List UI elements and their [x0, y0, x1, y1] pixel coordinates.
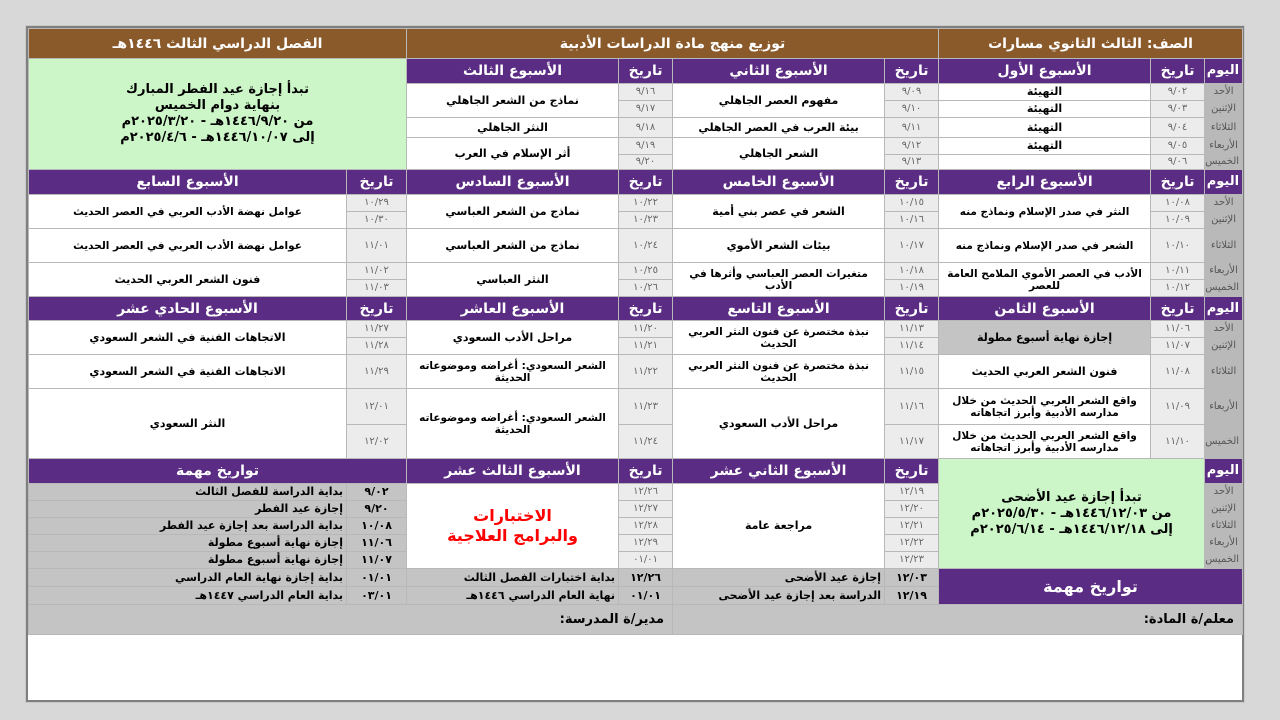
lesson-cell: واقع الشعر العربي الحديث من خلال مدارسه الأدبية وأبرز اتجاهاته — [939, 425, 1151, 459]
lesson-cell: نماذج من الشعر الجاهلي — [407, 84, 619, 118]
page-title: توزيع منهج مادة الدراسات الأدبية — [407, 29, 939, 59]
date-cell: ٩/١٠ — [885, 101, 939, 118]
note-line: إلى ١٤٤٦/١٢/١٨هـ - ٢٠٢٥/٦/١٤م — [970, 521, 1173, 537]
lesson-cell: التهيئة — [939, 118, 1151, 138]
day-header: اليوم — [1205, 459, 1243, 484]
fitr-holiday-note — [29, 59, 407, 170]
date-cell: ٩/٠٣ — [1151, 101, 1205, 118]
important-label: بداية اختبارات الفصل الثالث — [407, 569, 619, 587]
lesson-cell: متغيرات العصر العباسي وأثرها في الأدب — [673, 263, 885, 297]
day-label: الأربعاء — [1205, 138, 1243, 155]
important-label: إجازة نهاية أسبوع مطولة — [29, 552, 347, 569]
date-cell: ٩/٠٦ — [1151, 155, 1205, 170]
lesson-cell: الشعر السعودي: أغراضه وموضوعاته الحديثة — [407, 355, 619, 389]
date-cell: ١٠/١٠ — [1151, 229, 1205, 263]
week12-header: الأسبوع الثاني عشر — [673, 459, 885, 484]
lesson-cell: فنون الشعر العربي الحديث — [29, 263, 347, 297]
date-cell: ١١/١٣ — [885, 321, 939, 338]
date-header: تاريخ — [619, 170, 673, 195]
day-label: الثلاثاء — [1205, 518, 1243, 535]
date-cell: ١٠/٢٣ — [619, 212, 673, 229]
week1-header: الأسبوع الأول — [939, 59, 1151, 84]
date-header: تاريخ — [885, 297, 939, 321]
week9-header: الأسبوع التاسع — [673, 297, 885, 321]
day-label: الخميس — [1205, 552, 1243, 569]
lesson-cell: الاتجاهات الفنية في الشعر السعودي — [29, 321, 347, 355]
lesson-cell: الاتجاهات الفنية في الشعر السعودي — [29, 355, 347, 389]
date-cell: ١١/٠٩ — [1151, 389, 1205, 425]
date-cell: ١١/٢٣ — [619, 389, 673, 425]
date-cell: ١٠/١٨ — [885, 263, 939, 280]
important-date: ٠٣/٠١ — [347, 587, 407, 605]
important-label: بداية الدراسة بعد إجازة عيد الفطر — [29, 518, 347, 535]
date-header: تاريخ — [619, 459, 673, 484]
important-label: نهاية العام الدراسي ١٤٤٦هـ — [407, 587, 619, 605]
day-label: الأحد — [1205, 484, 1243, 501]
grade-header: الصف: الثالث الثانوي مسارات — [939, 29, 1243, 59]
day-header: اليوم — [1205, 297, 1243, 321]
exams-line: الاختبارات — [473, 506, 552, 525]
important-label: الدراسة بعد إجازة عيد الأضحى — [673, 587, 885, 605]
lesson-cell: بيئة العرب في العصر الجاهلي — [673, 118, 885, 138]
date-cell: ١٠/٢٩ — [347, 195, 407, 212]
lesson-cell: مراحل الأدب السعودي — [673, 389, 885, 459]
lesson-cell: التهيئة — [939, 138, 1151, 155]
important-date: ٩/٢٠ — [347, 501, 407, 518]
lesson-cell: الشعر السعودي: أغراضه وموضوعاته الحديثة — [407, 389, 619, 459]
lesson-cell: التهيئة — [939, 101, 1151, 118]
date-header: تاريخ — [885, 59, 939, 84]
schedule-table — [28, 28, 1243, 635]
lesson-cell: بيئات الشعر الأموي — [673, 229, 885, 263]
day-label: الأحد — [1205, 321, 1243, 338]
lesson-cell: النثر العباسي — [407, 263, 619, 297]
important-date: ١٢/٠٣ — [885, 569, 939, 587]
date-cell: ٩/٢٠ — [619, 155, 673, 170]
date-cell: ١١/٠٦ — [1151, 321, 1205, 338]
important-date: ١١/٠٧ — [347, 552, 407, 569]
date-cell: ٩/١٧ — [619, 101, 673, 118]
week11-header: الأسبوع الحادي عشر — [29, 297, 347, 321]
week5-header: الأسبوع الخامس — [673, 170, 885, 195]
important-label: إجازة نهاية أسبوع مطولة — [29, 535, 347, 552]
date-cell: ٩/٠٩ — [885, 84, 939, 101]
date-cell: ٠١/٠١ — [619, 552, 673, 569]
date-cell: ١١/١٦ — [885, 389, 939, 425]
important-label: إجازة عيد الأضحى — [673, 569, 885, 587]
date-cell: ١٠/١٩ — [885, 280, 939, 297]
note-line: إلى ١٤٤٦/١٠/٠٧هـ - ٢٠٢٥/٤/٦م — [120, 130, 315, 145]
date-cell: ١٠/١٧ — [885, 229, 939, 263]
date-header: تاريخ — [885, 170, 939, 195]
date-header: تاريخ — [1151, 297, 1205, 321]
date-cell: ١١/٢٩ — [347, 355, 407, 389]
day-label: الثلاثاء — [1205, 229, 1243, 263]
date-cell: ١١/٠١ — [347, 229, 407, 263]
important-label: بداية إجازة نهاية العام الدراسي — [29, 569, 347, 587]
date-cell: ١٠/٢٤ — [619, 229, 673, 263]
date-cell: ١٠/١٥ — [885, 195, 939, 212]
lesson-cell — [939, 155, 1151, 170]
date-cell: ١١/٠٨ — [1151, 355, 1205, 389]
lesson-cell: نماذج من الشعر العباسي — [407, 229, 619, 263]
exams-cell — [407, 484, 619, 569]
lesson-cell: الأدب في العصر الأموي الملامح العامة للعصر — [939, 263, 1151, 297]
note-line: من ١٤٤٦/١٢/٠٣هـ - ٢٠٢٥/٥/٣٠م — [971, 505, 1172, 521]
day-label: الأربعاء — [1205, 535, 1243, 552]
date-cell: ١١/٢٤ — [619, 425, 673, 459]
day-label: الأربعاء — [1205, 389, 1243, 425]
lesson-cell: نماذج من الشعر العباسي — [407, 195, 619, 229]
lesson-cell: الشعر في عصر بني أمية — [673, 195, 885, 229]
date-cell: ٩/١١ — [885, 118, 939, 138]
lesson-cell: النثر في صدر الإسلام ونماذج منه — [939, 195, 1151, 229]
important-date: ٩/٠٢ — [347, 484, 407, 501]
date-cell: ١٢/٠٢ — [347, 425, 407, 459]
date-header: تاريخ — [1151, 59, 1205, 84]
important-date: ٠١/٠١ — [347, 569, 407, 587]
day-header: اليوم — [1205, 59, 1243, 84]
date-cell: ٩/٠٢ — [1151, 84, 1205, 101]
date-cell: ١٢/٢٩ — [619, 535, 673, 552]
date-cell: ١٠/٢٥ — [619, 263, 673, 280]
exams-line: والبرامج العلاجية — [447, 526, 578, 545]
date-cell: ١١/١٧ — [885, 425, 939, 459]
date-cell: ٩/١٣ — [885, 155, 939, 170]
day-label: الإثنين — [1205, 101, 1243, 118]
day-label: الخميس — [1205, 155, 1243, 170]
important-date: ٠١/٠١ — [619, 587, 673, 605]
schedule-sheet — [26, 26, 1244, 702]
date-cell: ١١/١٤ — [885, 338, 939, 355]
day-label: الإثنين — [1205, 501, 1243, 518]
date-cell: ١٠/٠٨ — [1151, 195, 1205, 212]
date-cell: ٩/١٩ — [619, 138, 673, 155]
date-cell: ١٠/٣٠ — [347, 212, 407, 229]
day-label: الخميس — [1205, 425, 1243, 459]
day-label: الأحد — [1205, 195, 1243, 212]
lesson-cell: التهيئة — [939, 84, 1151, 101]
date-cell: ١٢/٢٣ — [885, 552, 939, 569]
semester-header: الفصل الدراسي الثالث ١٤٤٦هـ — [29, 29, 407, 59]
date-cell: ١٢/٠١ — [347, 389, 407, 425]
day-label: الخميس — [1205, 280, 1243, 297]
note-line: تبدأ إجازة عيد الفطر المبارك — [126, 82, 309, 97]
date-header: تاريخ — [619, 59, 673, 84]
day-label: الثلاثاء — [1205, 118, 1243, 138]
lesson-cell: عوامل نهضة الأدب العربي في العصر الحديث — [29, 229, 347, 263]
date-header: تاريخ — [347, 297, 407, 321]
lesson-cell: إجازة نهاية أسبوع مطولة — [939, 321, 1151, 355]
date-cell: ١٢/٢٠ — [885, 501, 939, 518]
date-cell: ١١/١٠ — [1151, 425, 1205, 459]
week10-header: الأسبوع العاشر — [407, 297, 619, 321]
date-header: تاريخ — [1151, 170, 1205, 195]
date-cell: ١٢/٢٦ — [619, 484, 673, 501]
teacher-signature: معلم/ة المادة: — [673, 605, 1243, 635]
lesson-cell: النثر الجاهلي — [407, 118, 619, 138]
date-cell: ١١/٢١ — [619, 338, 673, 355]
date-cell: ١٠/٢٢ — [619, 195, 673, 212]
date-cell: ١٢/١٩ — [885, 484, 939, 501]
day-header: اليوم — [1205, 170, 1243, 195]
date-cell: ١١/٢٧ — [347, 321, 407, 338]
important-label: إجازة عيد الفطر — [29, 501, 347, 518]
date-cell: ٩/١٢ — [885, 138, 939, 155]
important-label: بداية الدراسة للفصل الثالث — [29, 484, 347, 501]
date-cell: ١٠/١٢ — [1151, 280, 1205, 297]
date-cell: ١١/٢٢ — [619, 355, 673, 389]
note-line: تبدأ إجازة عيد الأضحى — [1001, 489, 1142, 505]
note-line: من ١٤٤٦/٩/٢٠هـ - ٢٠٢٥/٣/٢٠م — [121, 114, 314, 129]
date-cell: ١١/٢٠ — [619, 321, 673, 338]
date-cell: ١١/٠٧ — [1151, 338, 1205, 355]
date-header: تاريخ — [885, 459, 939, 484]
lesson-cell: النثر السعودي — [29, 389, 347, 459]
date-cell: ٩/٠٤ — [1151, 118, 1205, 138]
date-cell: ٩/٠٥ — [1151, 138, 1205, 155]
important-date: ١١/٠٦ — [347, 535, 407, 552]
lesson-cell: مراجعة عامة — [673, 484, 885, 569]
date-cell: ١٢/٢١ — [885, 518, 939, 535]
date-cell: ١٠/١٦ — [885, 212, 939, 229]
lesson-cell: مراحل الأدب السعودي — [407, 321, 619, 355]
important-dates-box: تواريخ مهمة — [939, 569, 1243, 605]
date-cell: ٩/١٨ — [619, 118, 673, 138]
week4-header: الأسبوع الرابع — [939, 170, 1151, 195]
lesson-cell: الشعر في صدر الإسلام ونماذج منه — [939, 229, 1151, 263]
week8-header: الأسبوع الثامن — [939, 297, 1151, 321]
date-cell: ٩/١٦ — [619, 84, 673, 101]
important-date: ١٢/١٩ — [885, 587, 939, 605]
important-date: ١٠/٠٨ — [347, 518, 407, 535]
note-line: بنهاية دوام الخميس — [154, 98, 281, 113]
date-cell: ١٢/٢٢ — [885, 535, 939, 552]
date-header: تاريخ — [619, 297, 673, 321]
date-cell: ١٢/٢٧ — [619, 501, 673, 518]
lesson-cell: نبذة مختصرة عن فنون النثر العربي الحديث — [673, 355, 885, 389]
date-cell: ١٠/٢٦ — [619, 280, 673, 297]
date-cell: ١١/٠٢ — [347, 263, 407, 280]
important-label: بداية العام الدراسي ١٤٤٧هـ — [29, 587, 347, 605]
week7-header: الأسبوع السابع — [29, 170, 347, 195]
date-cell: ١١/١٥ — [885, 355, 939, 389]
day-label: الثلاثاء — [1205, 355, 1243, 389]
day-label: الأحد — [1205, 84, 1243, 101]
important-dates-header: تواريخ مهمة — [29, 459, 407, 484]
date-cell: ١٠/٠٩ — [1151, 212, 1205, 229]
lesson-cell: واقع الشعر العربي الحديث من خلال مدارسه الأدبية وأبرز اتجاهاته — [939, 389, 1151, 425]
date-cell: ١٠/١١ — [1151, 263, 1205, 280]
date-header: تاريخ — [347, 170, 407, 195]
lesson-cell: مفهوم العصر الجاهلي — [673, 84, 885, 118]
principal-signature: مدير/ة المدرسة: — [29, 605, 673, 635]
lesson-cell: عوامل نهضة الأدب العربي في العصر الحديث — [29, 195, 347, 229]
week6-header: الأسبوع السادس — [407, 170, 619, 195]
lesson-cell: الشعر الجاهلي — [673, 138, 885, 170]
date-cell: ١١/٠٣ — [347, 280, 407, 297]
adha-holiday-note — [939, 459, 1205, 569]
lesson-cell: أثر الإسلام في العرب — [407, 138, 619, 170]
day-label: الأربعاء — [1205, 263, 1243, 280]
lesson-cell: فنون الشعر العربي الحديث — [939, 355, 1151, 389]
week3-header: الأسبوع الثالث — [407, 59, 619, 84]
date-cell: ١١/٢٨ — [347, 338, 407, 355]
date-cell: ١٢/٢٨ — [619, 518, 673, 535]
lesson-cell: نبذة مختصرة عن فنون النثر العربي الحديث — [673, 321, 885, 355]
important-date: ١٢/٢٦ — [619, 569, 673, 587]
week2-header: الأسبوع الثاني — [673, 59, 885, 84]
day-label: الإثنين — [1205, 212, 1243, 229]
day-label: الإثنين — [1205, 338, 1243, 355]
week13-header: الأسبوع الثالث عشر — [407, 459, 619, 484]
